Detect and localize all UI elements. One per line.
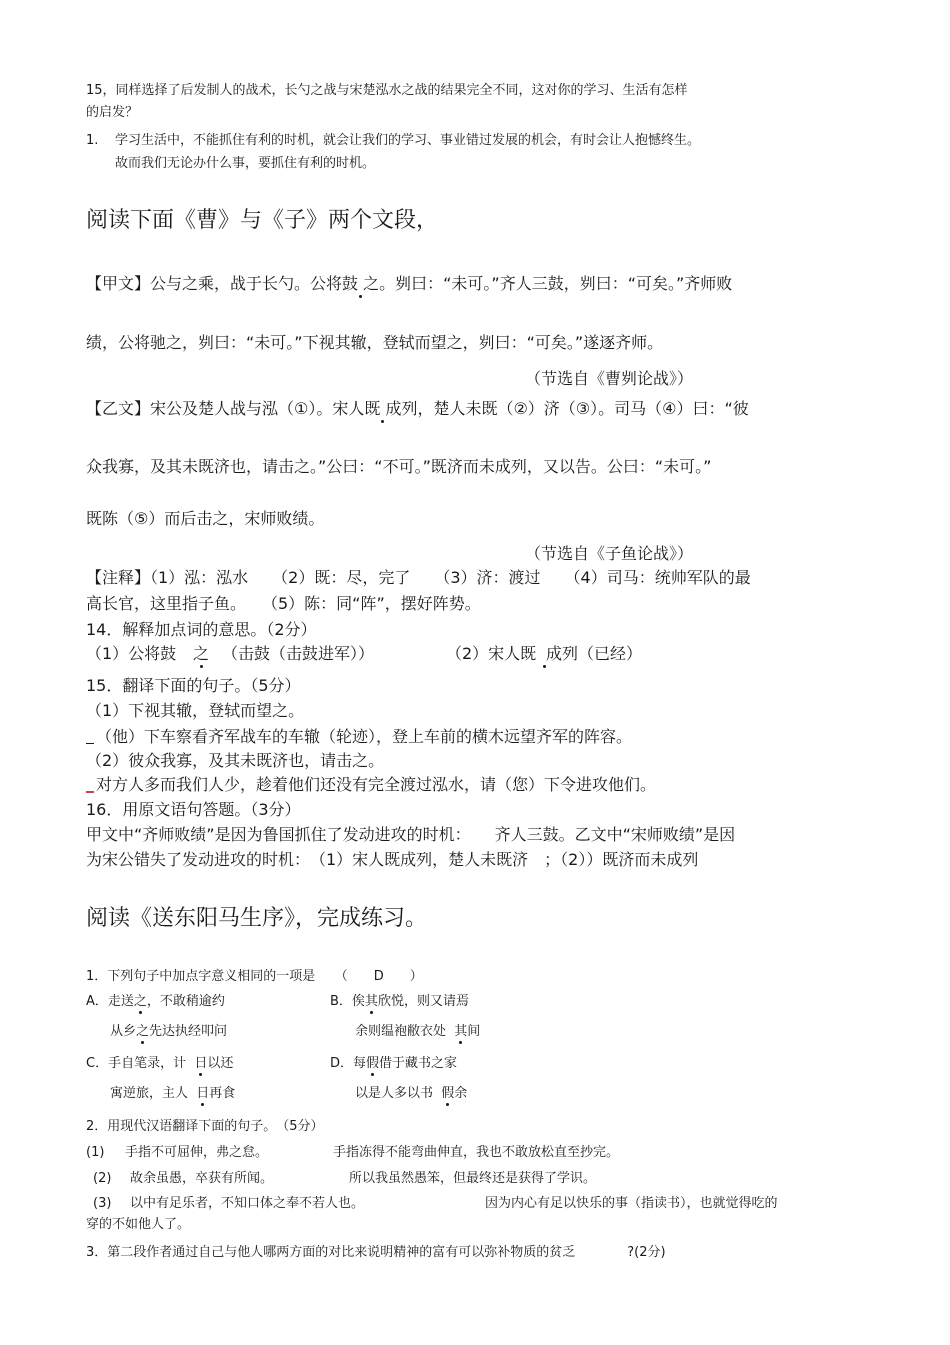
emphasis-dot: 之 xyxy=(133,994,147,1009)
question-15: 15．翻译下面的句子。（5分） xyxy=(86,676,301,695)
notes-line1: 【注释】（1）泓：泓水 （2）既：尽，完了 （3）济：渡过 （4）司马：统帅军队的最 xyxy=(86,568,751,587)
translation-3-answer-line2: 穿的不如他人了。 xyxy=(86,1217,191,1232)
jia-text-line2: 绩，公将驰之，刿曰：“未可。”下视其辙，登轼而望之，刿曰：“可矣。”遂逐齐师。 xyxy=(86,333,664,352)
emphasis-dot: 假 xyxy=(441,1086,455,1101)
section2-question-1: 1．下列句子中加点字意义相同的一项是 （ D ） xyxy=(86,969,423,984)
question-14-answer-2: 成列（已经） xyxy=(546,644,643,663)
translation-2-answer: 所以我虽然愚笨，但最终还是获得了学识。 xyxy=(349,1171,597,1186)
option-c-line2: 寓逆旅，主人 日再食 xyxy=(110,1086,236,1101)
emphasis-dot: 日 xyxy=(196,1086,210,1101)
translation-1-sentence: 手指不可屈伸，弗之怠。 xyxy=(125,1145,269,1160)
translation-1-answer: 手指冻得不能弯曲伸直，我也不敢放松直至抄完。 xyxy=(333,1145,620,1160)
option-a-line2: 从乡之先达执经叩问 xyxy=(110,1024,228,1039)
red-underline-mark xyxy=(86,791,94,793)
emphasis-dot: 其 xyxy=(454,1024,468,1039)
option-b-line2: 余则缊袍敝衣处 其间 xyxy=(355,1024,481,1039)
emphasis-dot: 之 xyxy=(193,644,210,663)
option-a-line1: A．走送之，不敢稍逾约 xyxy=(86,994,225,1009)
jia-text-line1 xyxy=(86,276,732,292)
emphasis-dot: 之 xyxy=(136,1024,150,1039)
yi-source: （节选自《子鱼论战》） xyxy=(525,544,694,563)
section2-question-2: 2．用现代汉语翻译下面的句子。 （5分） xyxy=(86,1119,324,1134)
question-14-answer-1: （击鼓（击鼓进军）） xyxy=(222,644,375,663)
emphasis-dot: 假 xyxy=(366,1056,380,1071)
question-15-answer-1: （他）下车察看齐军战车的车辙（轮迹），登上车前的横木远望齐军的阵容。 xyxy=(96,727,633,746)
underline-mark xyxy=(86,743,94,744)
yi-text-line2: 众我寡，及其未既济也，请击之。”公曰：“不可。”既济而未成列，又以告。公曰：“未可。” xyxy=(86,457,712,476)
jia-text-line1-part2: 之。刿曰：“未可。”齐人三鼓，刿曰：“可矣。”齐师败 xyxy=(363,274,733,293)
question-14: 14．解释加点词的意思。（2分） xyxy=(86,620,317,639)
question-16-line1: 甲文中“齐师败绩”是因为鲁国抓住了发动进攻的时机： 齐人三鼓。乙文中“宋师败绩”是因 xyxy=(86,825,736,844)
yi-text-line1-part1: 【乙文】宋公及楚人战与泓（①）。宋人既 xyxy=(86,399,381,418)
question-14-answer-1-word xyxy=(193,646,209,662)
notes-line2: 高长官，这里指子鱼。 （5）陈：同“阵”，摆好阵势。 xyxy=(86,594,481,613)
translation-1-number: (1) xyxy=(86,1145,105,1160)
answer-1-number: 1. xyxy=(86,133,99,148)
question-15-item-1: （1）下视其辙，登轼而望之。 xyxy=(86,701,305,720)
question-16-line2: 为宋公错失了发动进攻的时机： （1）宋人既成列，楚人未既济 ；（2））既济而未成列 xyxy=(86,850,699,869)
option-d-line1: D．每假借于藏书之家 xyxy=(330,1056,458,1071)
emphasis-dot xyxy=(358,274,363,293)
emphasis-dot: 日 xyxy=(194,1056,208,1071)
answer-1-line1: 学习生活中，不能抓住有利的时机，就会让我们的学习、事业错过发展的机会，有时会让人抱憾终生。 xyxy=(115,133,701,148)
section-heading-songdongyang: 阅读《送东阳马生序》，完成练习。 xyxy=(86,906,428,931)
option-b-line1: B．俟其欣悦，则又请焉 xyxy=(330,994,469,1009)
translation-2-number: (2) xyxy=(93,1171,112,1186)
question-14-answer-1-label: （1）公将鼓 xyxy=(86,644,177,663)
jia-text-line1-part1: 【甲文】公与之乘，战于长勺。公将鼓 xyxy=(86,274,359,293)
section2-question-3: 3．第二段作者通过自己与他人哪两方面的对比来说明精神的富有可以弥补物质的贫乏 ?(2分) xyxy=(86,1245,666,1260)
section-heading-cao-zi: 阅读下面《曹》与《子》两个文段， xyxy=(86,208,439,233)
question-15-answer-2: 对方人多而我们人少，趁着他们还没有完全渡过泓水，请（您）下令进攻他们。 xyxy=(96,775,657,794)
yi-text-line1-part2: 成列，楚人未既（②）济（③）。司马（④）曰：“彼 xyxy=(385,399,749,418)
translation-3-number: (3) xyxy=(93,1196,112,1211)
yi-text-line1 xyxy=(86,401,749,417)
question-15-line1: 15，同样选择了后发制人的战术，长勺之战与宋楚泓水之战的结果完全不同，这对你的学习、生活有怎样 xyxy=(86,83,688,98)
question-14-answer-2-label: （2）宋人既 xyxy=(446,644,537,663)
translation-3-answer: 因为内心有足以快乐的事（指读书），也就觉得吃的 xyxy=(485,1196,778,1211)
emphasis-dot xyxy=(380,399,385,418)
answer-1-line2: 故而我们无论办什么事，要抓住有利的时机。 xyxy=(115,156,376,171)
option-c-line1: C．手自笔录，计 日以还 xyxy=(86,1056,234,1071)
translation-2-sentence: 故余虽愚，卒获有所闻。 xyxy=(130,1171,274,1186)
question-15-item-2: （2）彼众我寡，及其未既济也，请击之。 xyxy=(86,751,385,770)
question-15-line2: 的启发？ xyxy=(86,105,139,120)
translation-3-sentence: 以中有足乐者，不知口体之奉不若人也。 xyxy=(130,1196,365,1211)
jia-source: （节选自《曹刿论战》） xyxy=(525,369,694,388)
emphasis-dot: 其 xyxy=(364,994,378,1009)
option-d-line2: 以是人多以书 假余 xyxy=(355,1086,468,1101)
yi-text-line3: 既陈（⑤）而后击之，宋师败绩。 xyxy=(86,509,325,528)
question-16: 16．用原文语句答题。（3分） xyxy=(86,800,301,819)
